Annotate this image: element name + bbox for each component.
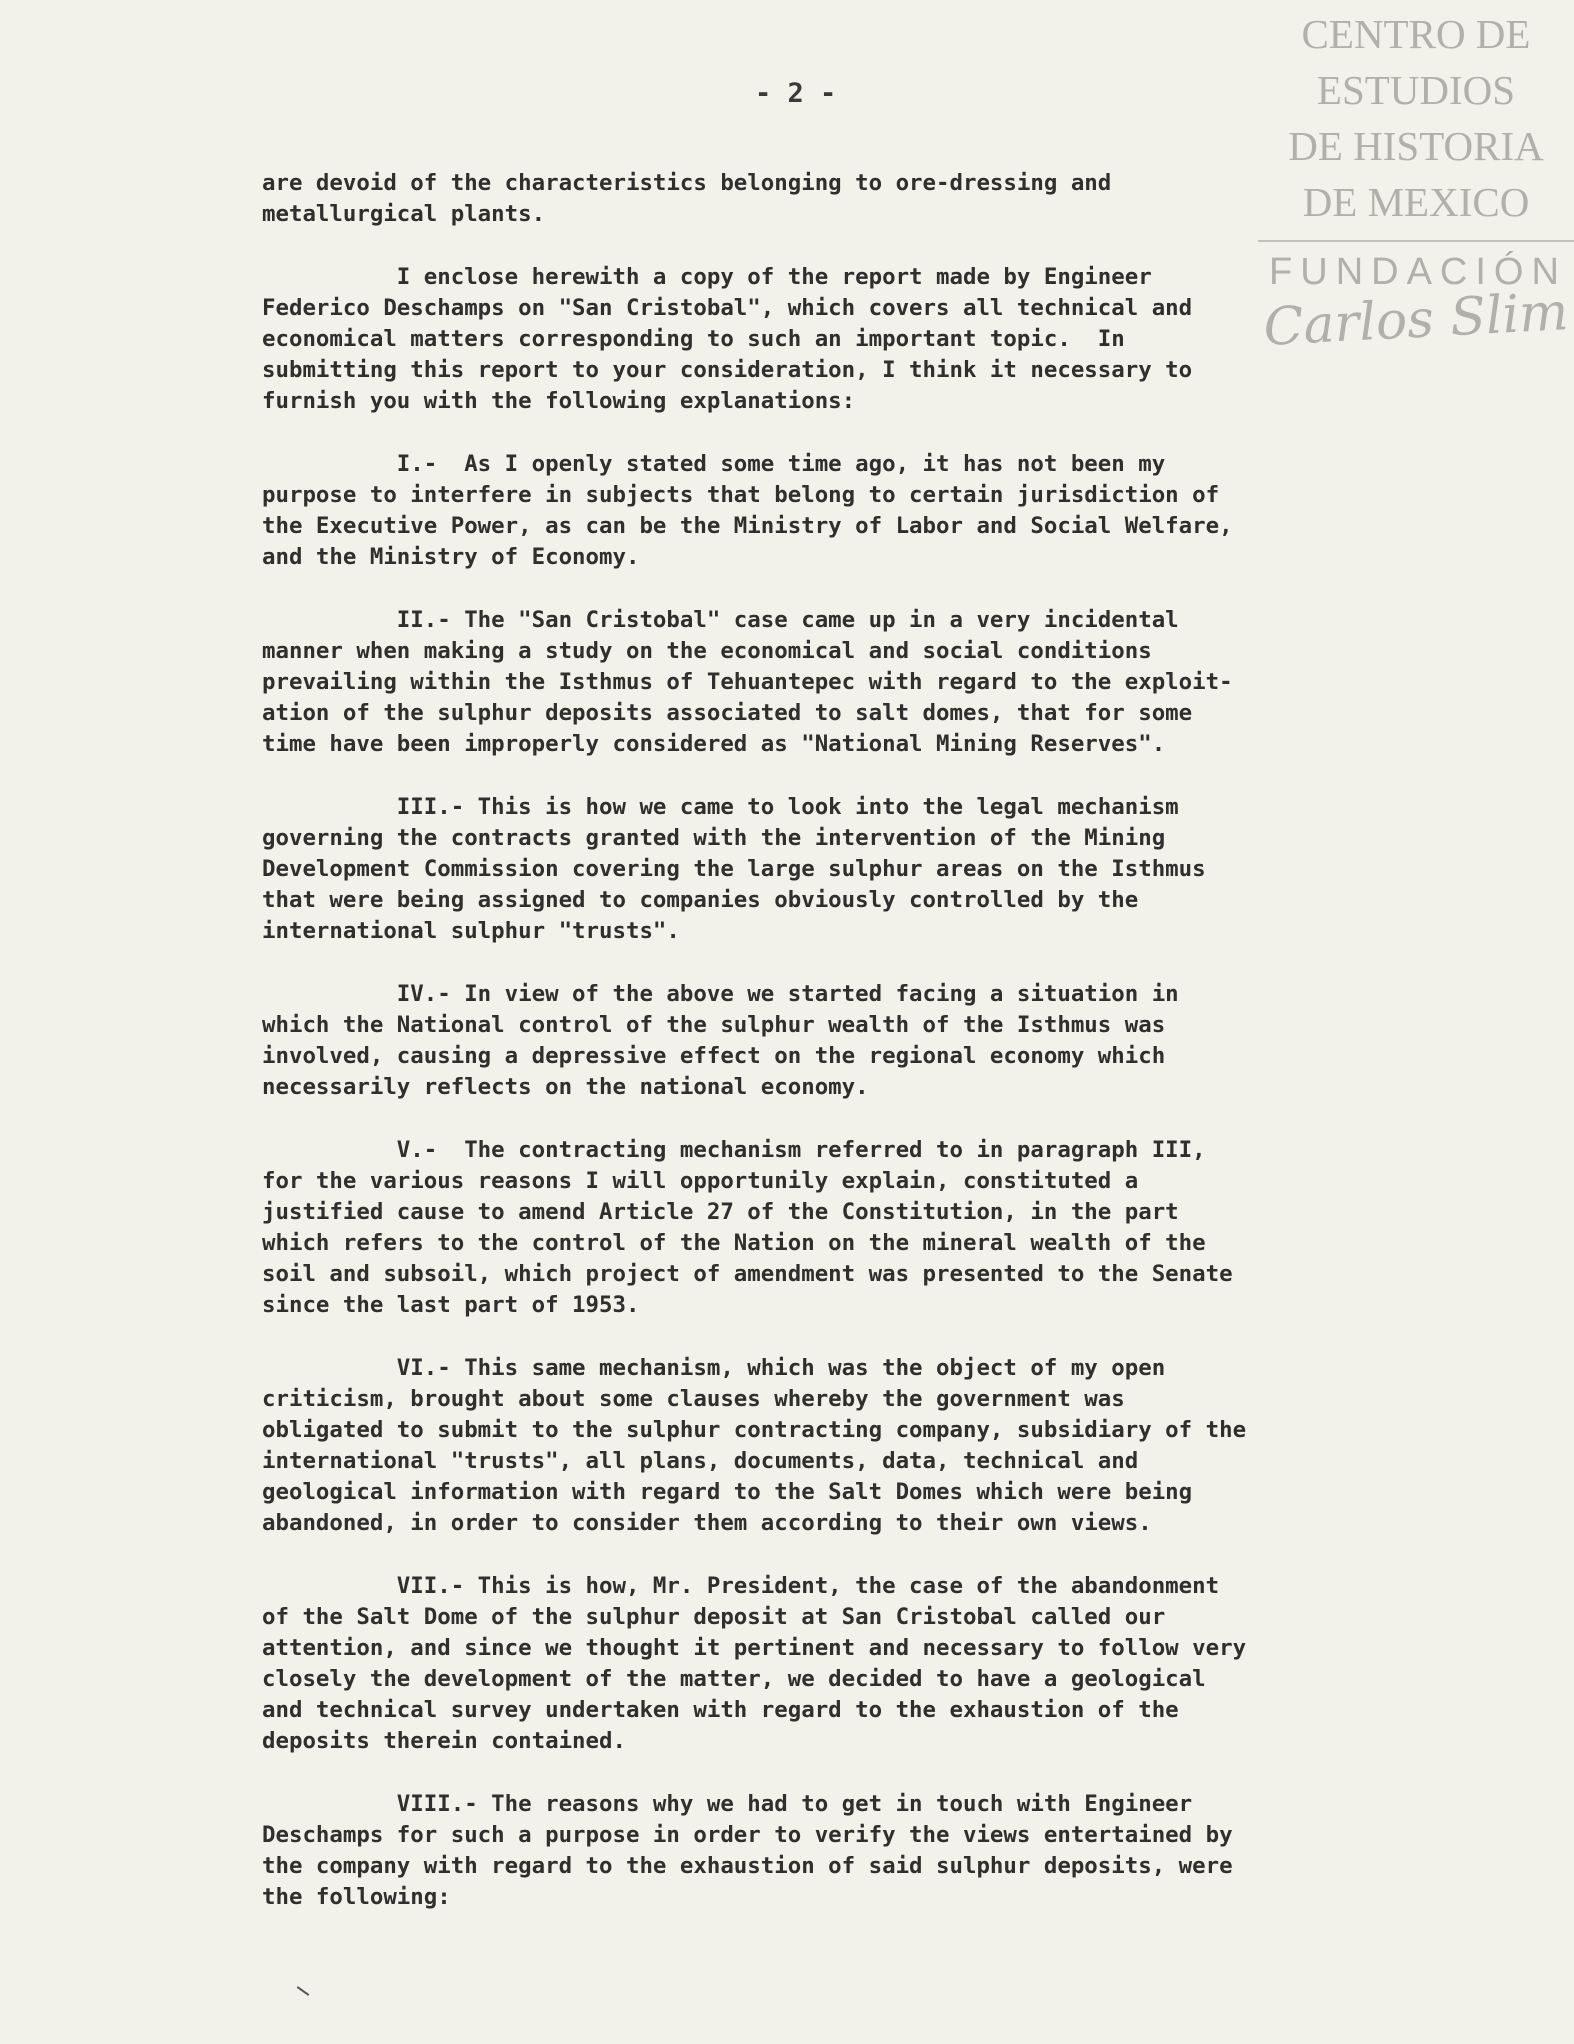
text-line: international "trusts", all plans, documents, data, technical and bbox=[262, 1448, 1139, 1474]
paragraph bbox=[262, 605, 1412, 760]
text-line: for the various reasons I will opportunily explain, constituted a bbox=[262, 1168, 1139, 1194]
text-line: abandoned, in order to consider them according to their own views. bbox=[262, 1510, 1152, 1536]
watermark-line: DE MEXICO bbox=[1302, 179, 1530, 225]
paragraph bbox=[262, 1789, 1412, 1913]
text-line: Development Commission covering the large sulphur areas on the Isthmus bbox=[262, 856, 1206, 882]
text-line: III.- This is how we came to look into the legal mechanism bbox=[262, 794, 1179, 820]
text-line: international sulphur "trusts". bbox=[262, 918, 680, 944]
text-line: metallurgical plants. bbox=[262, 201, 546, 227]
text-line: that were being assigned to companies obviously controlled by the bbox=[262, 887, 1139, 913]
text-line: obligated to submit to the sulphur contracting company, subsidiary of the bbox=[262, 1417, 1247, 1443]
watermark-line: DE HISTORIA bbox=[1288, 123, 1544, 169]
text-line: I.- As I openly stated some time ago, it has not been my bbox=[262, 451, 1166, 477]
text-line: closely the development of the matter, we decided to have a geological bbox=[262, 1666, 1206, 1692]
text-line: since the last part of 1953. bbox=[262, 1292, 640, 1318]
text-line: the Executive Power, as can be the Ministry of Labor and Social Welfare, bbox=[262, 513, 1233, 539]
text-line: which the National control of the sulphur wealth of the Isthmus was bbox=[262, 1012, 1166, 1038]
text-line: criticism, brought about some clauses whereby the government was bbox=[262, 1386, 1125, 1412]
text-line: VIII.- The reasons why we had to get in touch with Engineer bbox=[262, 1791, 1193, 1817]
text-line: II.- The "San Cristobal" case came up in a very incidental bbox=[262, 607, 1179, 633]
paragraph bbox=[262, 1135, 1412, 1321]
text-line: prevailing within the Isthmus of Tehuantepec with regard to the exploit- bbox=[262, 669, 1233, 695]
text-line: geological information with regard to the Salt Domes which were being bbox=[262, 1479, 1193, 1505]
text-line: submitting this report to your consideration, I think it necessary to bbox=[262, 357, 1193, 383]
text-line: attention, and since we thought it pertinent and necessary to follow very bbox=[262, 1635, 1247, 1661]
watermark-signature: Carlos Slim bbox=[1262, 282, 1570, 358]
watermark-fundacion: FUNDACIÓN bbox=[1269, 251, 1567, 293]
text-line: VII.- This is how, Mr. President, the case of the abandonment bbox=[262, 1573, 1220, 1599]
letter-body bbox=[262, 168, 1412, 1945]
text-line: I enclose herewith a copy of the report made by Engineer bbox=[262, 264, 1152, 290]
text-line: and the Ministry of Economy. bbox=[262, 544, 640, 570]
stray-mark bbox=[297, 1986, 310, 1996]
text-line: are devoid of the characteristics belonging to ore-dressing and bbox=[262, 170, 1112, 196]
text-line: which refers to the control of the Nation on the mineral wealth of the bbox=[262, 1230, 1206, 1256]
text-line: necessarily reflects on the national economy. bbox=[262, 1074, 869, 1100]
text-line: ation of the sulphur deposits associated to salt domes, that for some bbox=[262, 700, 1193, 726]
text-line: soil and subsoil, which project of amendment was presented to the Senate bbox=[262, 1261, 1233, 1287]
watermark-line: ESTUDIOS bbox=[1316, 67, 1516, 113]
text-line: the company with regard to the exhaustion of said sulphur deposits, were bbox=[262, 1853, 1233, 1879]
text-line: economical matters corresponding to such an important topic. In bbox=[262, 326, 1125, 352]
paragraph bbox=[262, 979, 1412, 1103]
paragraph bbox=[262, 449, 1412, 573]
text-line: manner when making a study on the economical and social conditions bbox=[262, 638, 1152, 664]
paragraph bbox=[262, 168, 1412, 230]
text-line: Federico Deschamps on "San Cristobal", which covers all technical and bbox=[262, 295, 1193, 321]
text-line: IV.- In view of the above we started facing a situation in bbox=[262, 981, 1179, 1007]
page-number: - 2 - bbox=[755, 78, 837, 109]
paragraph bbox=[262, 1571, 1412, 1757]
paragraph bbox=[262, 1353, 1412, 1539]
text-line: time have been improperly considered as "National Mining Reserves". bbox=[262, 731, 1166, 757]
text-line: the following: bbox=[262, 1884, 451, 1910]
text-line: deposits therein contained. bbox=[262, 1728, 626, 1754]
text-line: VI.- This same mechanism, which was the object of my open bbox=[262, 1355, 1166, 1381]
text-line: purpose to interfere in subjects that belong to certain jurisdiction of bbox=[262, 482, 1220, 508]
text-line: V.- The contracting mechanism referred to in paragraph III, bbox=[262, 1137, 1206, 1163]
text-line: involved, causing a depressive effect on the regional economy which bbox=[262, 1043, 1166, 1069]
text-line: governing the contracts granted with the intervention of the Mining bbox=[262, 825, 1166, 851]
paragraph bbox=[262, 792, 1412, 947]
text-line: justified cause to amend Article 27 of the Constitution, in the part bbox=[262, 1199, 1179, 1225]
watermark-line: CENTRO DE bbox=[1301, 11, 1531, 57]
text-line: and technical survey undertaken with regard to the exhaustion of the bbox=[262, 1697, 1179, 1723]
text-line: of the Salt Dome of the sulphur deposit at San Cristobal called our bbox=[262, 1604, 1166, 1630]
text-line: Deschamps for such a purpose in order to verify the views entertained by bbox=[262, 1822, 1233, 1848]
text-line: furnish you with the following explanations: bbox=[262, 388, 856, 414]
paragraph bbox=[262, 262, 1412, 417]
